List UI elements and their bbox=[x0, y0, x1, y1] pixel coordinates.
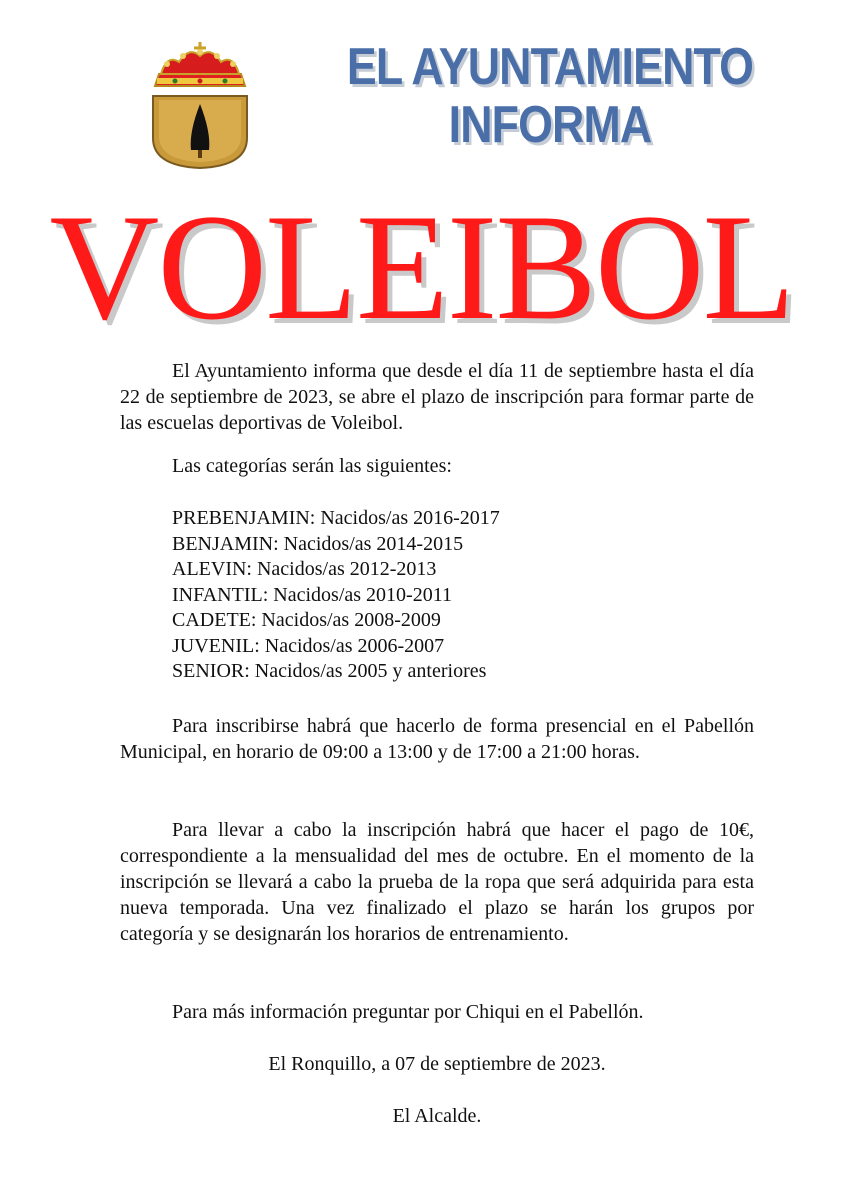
payment-text: Para llevar a cabo la inscripción habrá que hacer el pago de 10€, correspondiente a la mensualidad del mes de octubre. En el momento de la inscripción se llevará a cabo la prueba de la ropa que será adquirida para esta nueva temporada. Una vez finalizado el plazo se harán los grupos por categoría y se designarán los horarios de entrenamiento. bbox=[120, 819, 754, 945]
categories-list bbox=[172, 506, 500, 685]
place-date: El Ronquillo, a 07 de septiembre de 2023. bbox=[268, 1053, 606, 1075]
page-title: VOLEIBOL bbox=[49, 183, 794, 351]
intro-paragraph bbox=[120, 358, 754, 436]
header-line-1: EL AYUNTAMIENTO bbox=[346, 38, 754, 96]
list-item: BENJAMIN: Nacidos/as 2014-2015 bbox=[172, 532, 464, 555]
signature: El Alcalde. bbox=[392, 1105, 482, 1127]
more-info-text: Para más información preguntar por Chiqui en el Pabellón. bbox=[172, 1001, 644, 1023]
list-item: CADETE: Nacidos/as 2008-2009 bbox=[172, 609, 441, 631]
categories-heading: Las categorías serán las siguientes: bbox=[172, 455, 452, 477]
list-item: SENIOR: Nacidos/as 2005 y anteriores bbox=[172, 660, 487, 682]
header-line-2: INFORMA bbox=[448, 96, 652, 154]
municipal-coat-of-arms-icon bbox=[145, 40, 255, 170]
list-item: ALEVIN: Nacidos/as 2012-2013 bbox=[172, 558, 437, 580]
intro-text: El Ayuntamiento informa que desde el día 11 de septiembre hasta el día 22 de septiembre de 2023, se abre el plazo de inscripción para formar parte de las escuelas deportivas de Voleibol. bbox=[120, 360, 754, 434]
registration-paragraph bbox=[120, 713, 754, 765]
header-title bbox=[326, 38, 773, 154]
registration-text: Para inscribirse habrá que hacerlo de forma presencial en el Pabellón Municipal, en horario de 09:00 a 13:00 y de 17:00 a 21:00 horas. bbox=[120, 715, 754, 763]
list-item: JUVENIL: Nacidos/as 2006-2007 bbox=[172, 634, 445, 657]
list-item: INFANTIL: Nacidos/as 2010-2011 bbox=[172, 583, 452, 606]
list-item: PREBENJAMIN: Nacidos/as 2016-2017 bbox=[172, 507, 500, 529]
payment-paragraph bbox=[120, 817, 754, 947]
